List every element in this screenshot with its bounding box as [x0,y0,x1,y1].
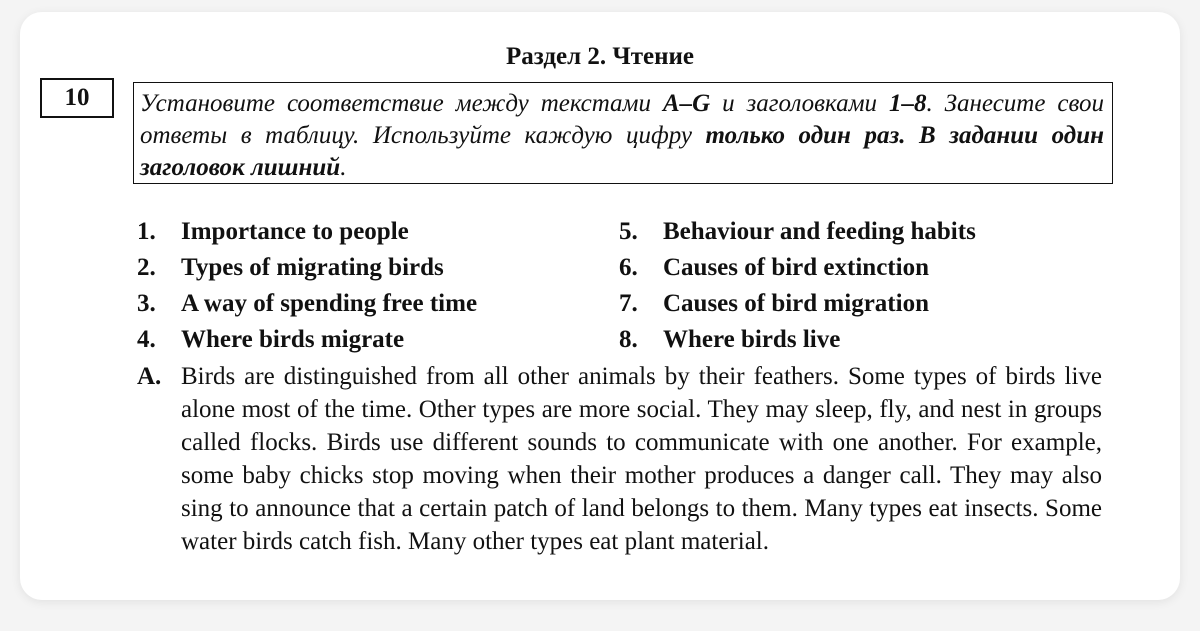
heading-text: Importance to people [181,218,409,245]
heading-text: Where birds live [663,326,841,353]
instruction-text-range: A–G [662,90,711,117]
task-card [20,12,1180,600]
passage-text: Birds are distinguished from all other animals by their feathers. Some types of birds live alone most of the time. Other types are more social. They may sleep, fly, and nest in groups called flocks. Birds use different sounds to communicate with one another. For example, some baby chicks stop moving when their mother produces a danger call. They may also sing to announce that a certain patch of land belongs to them. Many types eat insects. Some water birds catch fish. Many other types eat plant material. [181,363,1102,555]
task-number-box: 10 [40,78,114,118]
heading-number: 4. [137,326,156,353]
heading-text: A way of spending free time [181,290,478,317]
instruction-text: . Занесите свои ответы в таблицу. Используйте каждую цифру [140,90,1104,149]
headings-list [137,214,1117,358]
instruction-text: Установите соответствие между текстами [140,90,663,117]
heading-number: 3. [137,290,156,317]
heading-text: Behaviour and feeding habits [663,218,976,245]
heading-number: 2. [137,254,156,281]
heading-text: Causes of bird extinction [663,254,929,281]
instruction-box [133,82,1113,184]
section-title: Раздел 2. Чтение [505,43,694,70]
heading-number: 1. [137,218,156,245]
heading-text: Types of migrating birds [181,254,444,281]
heading-number: 6. [619,254,638,281]
heading-number: 5. [619,218,638,245]
heading-number: 7. [619,290,638,317]
heading-text: Causes of bird migration [663,290,929,317]
instruction-heading-range: 1–8 [888,90,927,117]
heading-text: Where birds migrate [181,326,405,353]
passage-letter: A. [137,363,162,390]
instruction-text: . [340,154,347,181]
instruction-text: и заголовками [710,90,889,117]
passage-a [137,360,1102,558]
instruction-emphasis: только один раз. В задании один заголовок лишний [140,122,1104,181]
heading-number: 8. [619,326,638,353]
